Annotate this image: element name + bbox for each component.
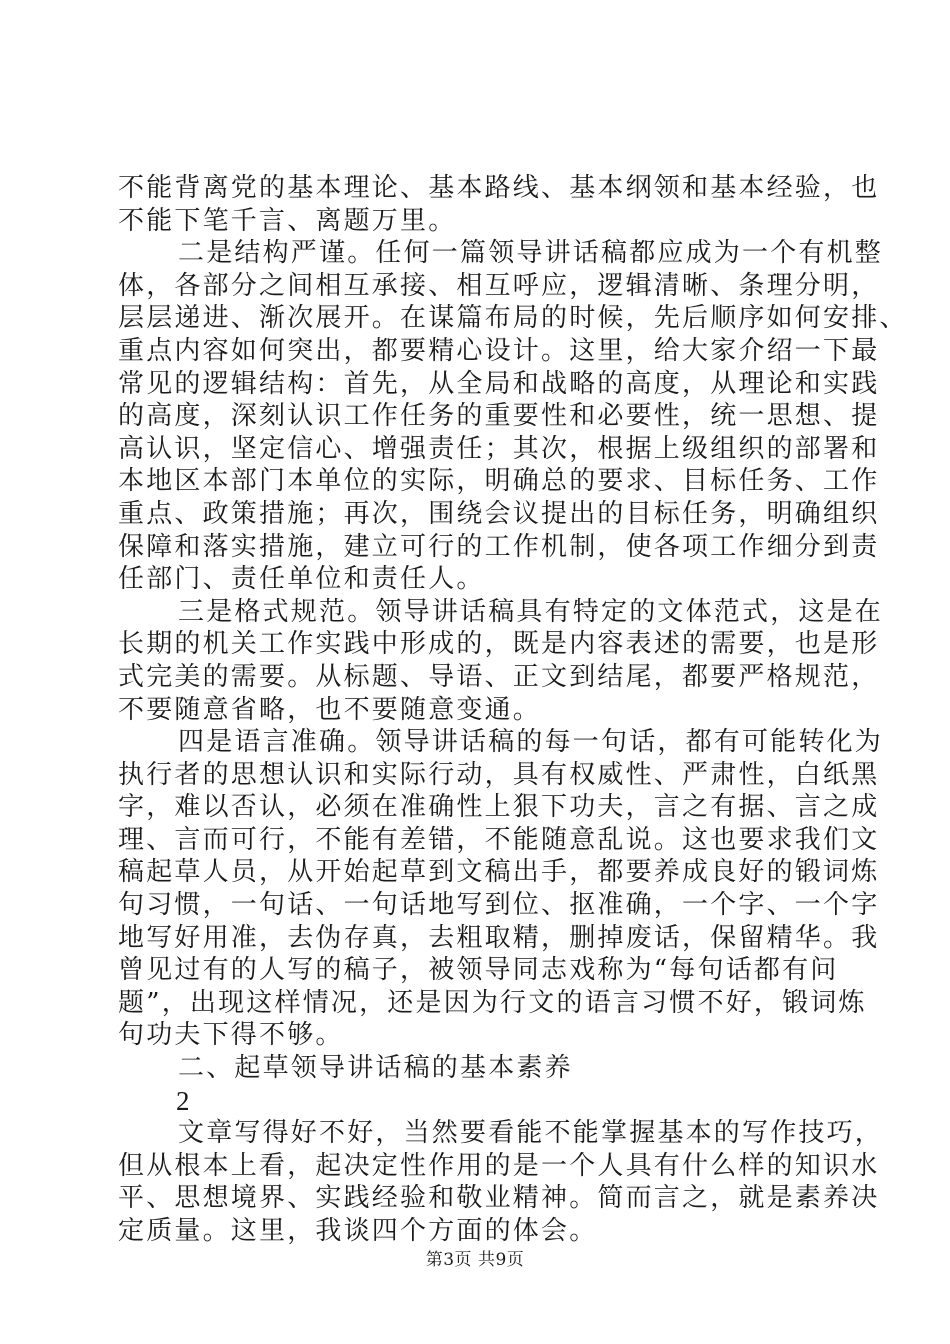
text-line: 字，难以否认，必须在准确性上狠下功夫，言之有据、言之成 [118, 792, 880, 823]
text-line: 不能下笔千言、离题万里。 [118, 205, 457, 236]
text-line: 不能背离党的基本理论、基本路线、基本纲领和基本经验，也 [118, 173, 880, 203]
text-line: 保障和落实措施，建立可行的工作机制，使各项工作细分到责 [118, 531, 880, 562]
section-heading: 二、起草领导讲话稿的基本素养 [178, 1053, 573, 1084]
text-line: 常见的逻辑结构：首先，从全局和战略的高度，从理论和实践 [118, 368, 880, 399]
text-line: 执行者的思想认识和实际行动，具有权威性、严肃性，白纸黑 [118, 759, 880, 790]
text-line: 地写好用准，去伪存真，去粗取精，删掉废话，保留精华。我 [118, 922, 880, 953]
paragraph-start-line: 四是语言准确。领导讲话稿的每一句话，都有可能转化为 [178, 727, 884, 758]
text-line: 重点、政策措施；再次，围绕会议提出的目标任务，明确组织 [118, 498, 880, 529]
text-line: 但从根本上看，起决定性作用的是一个人具有什么样的知识水 [118, 1150, 880, 1181]
text-line: 层层递进、渐次展开。在谋篇布局的时候，先后顺序如何安排、 [118, 303, 908, 334]
document-body [118, 172, 908, 1248]
text-line: 平、思想境界、实践经验和敬业精神。简而言之，就是素养决 [118, 1183, 880, 1214]
text-line: 理、言而可行，不能有差错，不能随意乱说。这也要求我们文 [118, 824, 880, 855]
paragraph-start-line: 文章写得好不好，当然要看能不能掌握基本的写作技巧， [178, 1118, 884, 1149]
text-line: 长期的机关工作实践中形成的，既是内容表述的需要，也是形 [118, 629, 880, 660]
paragraph-start-line: 三是格式规范。领导讲话稿具有特定的文体范式，这是在 [178, 596, 884, 627]
paragraph-start-line: 二是结构严谨。任何一篇领导讲话稿都应成为一个有机整 [178, 238, 884, 269]
text-line: 定质量。这里，我谈四个方面的体会。 [118, 1216, 598, 1246]
text-line: 式完美的需要。从标题、导语、正文到结尾，都要严格规范， [118, 661, 880, 692]
text-line: 题”，出现这样情况，还是因为行文的语言习惯不好，锻词炼 [118, 987, 867, 1018]
text-line: 句功夫下得不够。 [118, 1020, 344, 1051]
inline-page-number: 2 [176, 1085, 192, 1116]
text-line: 重点内容如何突出，都要精心设计。这里，给大家介绍一下最 [118, 335, 880, 366]
text-line: 的高度，深刻认识工作任务的重要性和必要性，统一思想、提 [118, 401, 880, 432]
text-line: 曾见过有的人写的稿子，被领导同志戏称为“每句话都有问 [118, 955, 839, 986]
text-line: 体，各部分之间相互承接、相互呼应，逻辑清晰、条理分明， [118, 270, 880, 301]
text-line: 本地区本部门本单位的实际，明确总的要求、目标任务、工作 [118, 466, 880, 497]
text-line: 不要随意省略，也不要随意变通。 [118, 694, 542, 725]
text-line: 高认识，坚定信心、增强责任；其次，根据上级组织的部署和 [118, 433, 880, 464]
page-footer [0, 1245, 950, 1270]
text-line: 稿起草人员，从开始起草到文稿出手，都要养成良好的锻词炼 [118, 857, 880, 888]
text-line: 句习惯，一句话、一句话地写到位、抠准确，一个字、一个字 [118, 890, 880, 921]
text-line: 任部门、责任单位和责任人。 [118, 564, 485, 595]
page-indicator: 第3页 共9页 [425, 1250, 525, 1270]
